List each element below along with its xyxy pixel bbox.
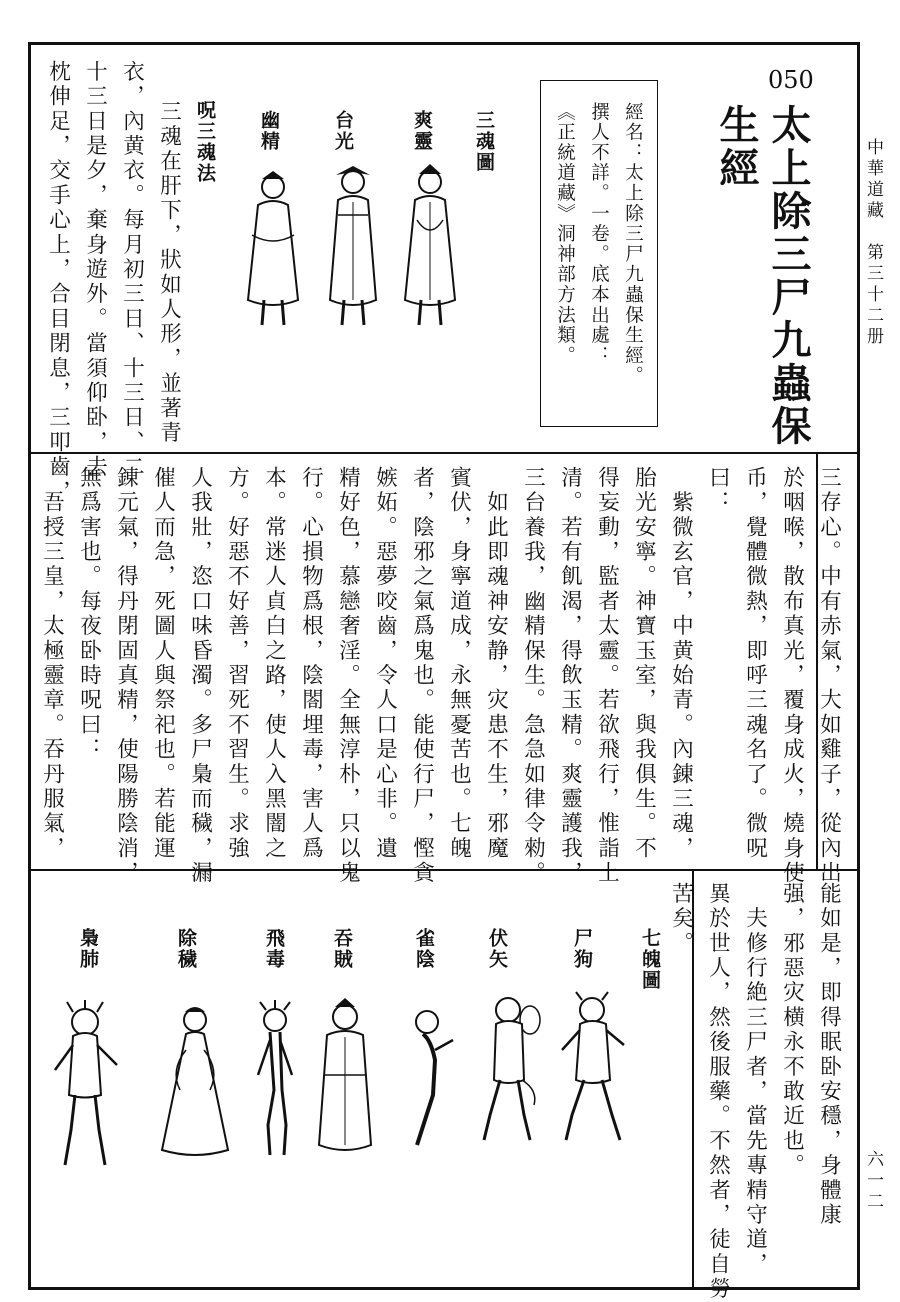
- middle-line-7: 得妄動，監者太靈。若欲飛行，惟詣上: [594, 466, 620, 886]
- bottom-line-4: 異於世人，然後服藥。不然者，徒自勞: [705, 882, 731, 1302]
- bottom-line-2: 强，邪惡灾横永不敢近也。: [779, 882, 805, 1179]
- figure-xiaofei: [45, 1000, 125, 1170]
- bottom-line-3: 夫修行絶三尸者，當先專精守道，: [742, 882, 768, 1278]
- po-name-6: 除穢: [175, 928, 197, 970]
- po-name-3: 雀陰: [413, 928, 435, 970]
- po-name-1: 尸狗: [571, 928, 593, 970]
- note-line-2: 撰人不詳。一卷。底本出處：: [588, 102, 610, 366]
- middle-line-11: 賓伏，身寧道成，永無憂苦也。七魄: [446, 466, 472, 862]
- bottom-line-5: 苦矣。: [668, 882, 694, 957]
- method-line-1: 三魂在肝下，狀如人形，並著青: [156, 100, 182, 446]
- figure-queyin: [395, 1000, 465, 1150]
- po-name-7: 梟肺: [77, 928, 99, 970]
- middle-line-4: 曰：: [705, 466, 731, 516]
- middle-line-10: 如此即魂神安静，灾患不生，邪魔: [483, 466, 509, 862]
- page-number: 六一二: [863, 1150, 883, 1213]
- middle-line-6: 胎光安寧。神寶玉室，與我俱生。不: [631, 466, 657, 862]
- middle-line-17: 方。好惡不好善，習死不習生。求強: [224, 466, 250, 862]
- text-number: 050: [768, 66, 814, 94]
- middle-line-21: 無爲害也。每夜卧時呪曰：: [76, 466, 102, 763]
- divider-lower: [28, 869, 860, 871]
- figure-shuangling: [395, 160, 465, 330]
- bottom-line-1: 能如是，即得眠卧安穩，身體康: [816, 882, 842, 1228]
- title-column-1: 太上除三尸九蟲保: [765, 104, 812, 448]
- middle-line-13: 嫉妬。惡夢咬齒，令人口是心非。遺: [372, 466, 398, 862]
- middle-line-8: 清。若有飢渴，得飲玉精。爽靈護我，: [557, 466, 583, 886]
- middle-line-22: 吾授三皇，太極靈章。吞丹服氣，: [39, 466, 65, 862]
- middle-line-12: 者，陰邪之氣爲鬼也。能使行尸，慳貪: [409, 466, 435, 886]
- note-line-3: 《正統道藏》洞神部方法類。: [554, 102, 576, 366]
- middle-line-14: 精好色，慕戀奢淫。全無淳朴，只以鬼: [335, 466, 361, 886]
- figure-taiguang: [318, 160, 388, 330]
- method-line-3: 十三日是夕，棄身遊外。當須仰卧，去: [82, 60, 108, 480]
- middle-line-20: 錬元氣，得丹閉固真精，使陽勝陰消，: [113, 466, 139, 886]
- figure-fushi: [468, 990, 548, 1150]
- divider-upper: [28, 452, 860, 454]
- po-name-4: 吞賊: [331, 928, 353, 970]
- hun-name-2: 台光: [332, 110, 354, 152]
- middle-line-19: 催人而急，死圖人與祭祀也。若能運: [150, 466, 176, 862]
- po-name-5: 飛毒: [263, 928, 285, 970]
- method-line-2: 衣，內黄衣。每月初三日、十三日、二: [119, 60, 145, 480]
- hun-name-1: 爽靈: [411, 110, 433, 152]
- middle-line-18: 人我壯，恣口味昏濁。多尸梟而穢，漏: [187, 466, 213, 886]
- note-line-1: 經名：太上除三尸九蟲保生經。: [622, 102, 644, 387]
- figure-chuhui: [150, 1000, 240, 1160]
- method-heading: 呪三魂法: [194, 100, 216, 184]
- figure-feidu: [240, 1000, 310, 1160]
- middle-line-3: 币，覺體微熱，即呼三魂名了。微呪: [742, 466, 768, 862]
- middle-line-16: 本。常迷人貞白之路，使人入黑闇之: [261, 466, 287, 862]
- middle-line-2: 於咽喉，散布真光，覆身成火，燒身使: [779, 466, 805, 886]
- hun-name-3: 幽精: [258, 110, 280, 152]
- title-column-2: 生經: [713, 104, 760, 190]
- figure-shigou: [552, 990, 632, 1150]
- seven-po-heading: 七魄圖: [639, 928, 661, 991]
- middle-line-5: 紫微玄官，中黄始青。內錬三魂，: [668, 466, 694, 862]
- middle-line-1: 三存心。中有赤氣，大如雞子，從內出: [816, 466, 842, 886]
- po-name-2: 伏矢: [486, 928, 508, 970]
- middle-line-15: 行。心損物爲根，陰閤埋毒，害人爲: [298, 466, 324, 862]
- figure-youjing: [238, 165, 308, 335]
- method-line-4: 枕伸足，交手心上，合目閉息，三叩齒，: [45, 60, 71, 505]
- volume-label: 中華道藏 第三十二册: [863, 138, 883, 348]
- middle-line-9: 三台養我，幽精保生。急急如律令勑。: [520, 466, 546, 886]
- three-hun-heading: 三魂圖: [473, 110, 495, 173]
- figure-tunzei: [305, 995, 385, 1165]
